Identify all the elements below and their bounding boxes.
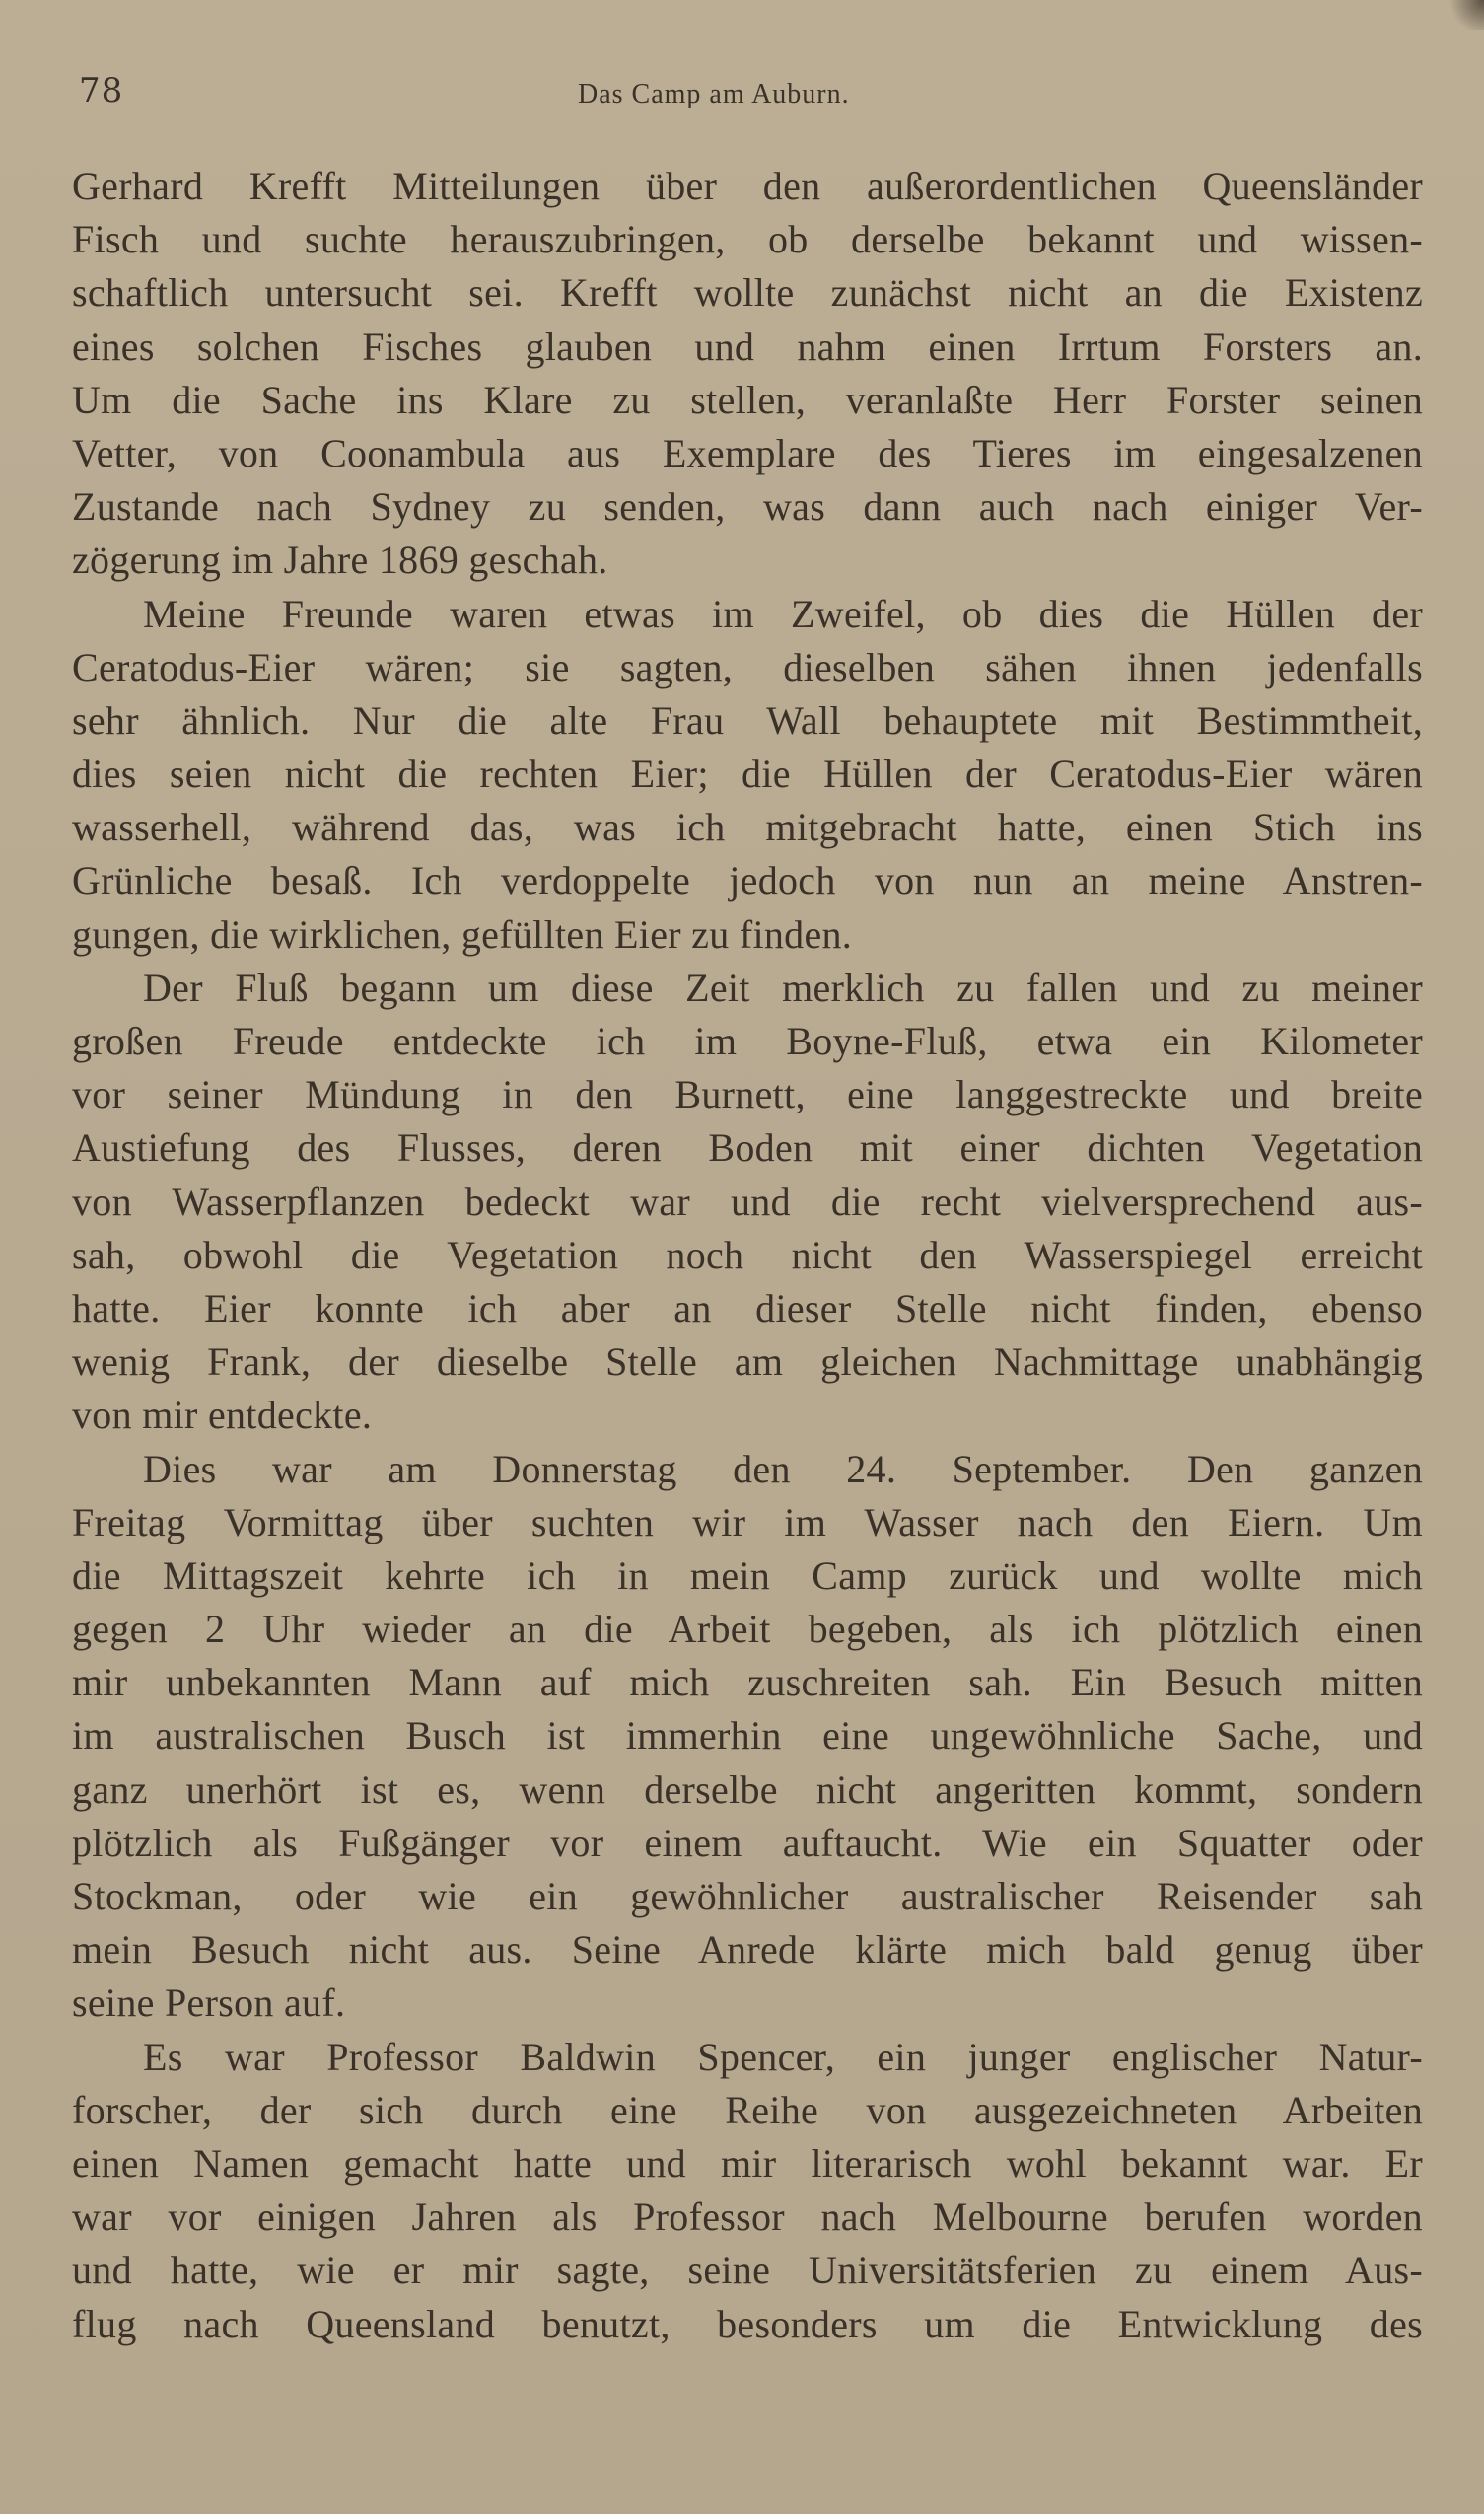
text-line: einen Namen gemacht hatte und mir literarisch wohl bekannt war. Er — [72, 2140, 1423, 2186]
text-line: plötzlich als Fußgänger vor einem auftaucht. Wie ein Squatter oder — [72, 1820, 1423, 1865]
text-line: sah, obwohl die Vegetation noch nicht den Wasserspiegel erreicht — [72, 1232, 1423, 1277]
page-number: 78 — [79, 71, 124, 110]
text-line: war vor einigen Jahren als Professor nach Melbourne berufen worden — [72, 2194, 1423, 2240]
text-line: mir unbekannten Mann auf mich zuschreiten sah. Ein Besuch mitten — [72, 1660, 1423, 1705]
text-line: sehr ähnlich. Nur die alte Frau Wall behauptete mit Bestimmtheit, — [72, 697, 1423, 743]
text-line: hatte. Eier konnte ich aber an dieser Stelle nicht finden, ebenso — [72, 1285, 1423, 1330]
text-line: Der Fluß begann um diese Zeit merklich zu fallen und zu meiner — [143, 965, 1423, 1010]
text-line: Vetter, von Coonambula aus Exemplare des Tieres im eingesalzenen — [72, 430, 1423, 475]
text-line: Dies war am Donnerstag den 24. September. Den ganzen — [143, 1446, 1423, 1491]
text-line: schaftlich untersucht sei. Krefft wollte zunächst nicht an die Existenz — [72, 270, 1423, 316]
text-line: von Wasserpflanzen bedeckt war und die recht vielversprechend aus- — [72, 1179, 1423, 1224]
text-line: großen Freude entdeckte ich im Boyne-Fluß, etwa ein Kilometer — [72, 1019, 1423, 1063]
text-line: Fisch und suchte herauszubringen, ob derselbe bekannt und wissen- — [72, 217, 1423, 262]
text-line: dies seien nicht die rechten Eier; die Hüllen der Ceratodus-Eier wären — [72, 752, 1423, 797]
text-line: zögerung im Jahre 1869 geschah. — [72, 538, 608, 583]
text-line: eines solchen Fisches glauben und nahm einen Irrtum Forsters an. — [72, 323, 1423, 369]
page-corner-shadow — [1445, 0, 1484, 30]
text-line: Zustande nach Sydney zu senden, was dann auch nach einiger Ver- — [72, 484, 1423, 530]
text-line: und hatte, wie er mir sagte, seine Universitätsferien zu einem Aus- — [72, 2248, 1423, 2293]
text-line: gegen 2 Uhr wieder an die Arbeit begeben, als ich plötzlich einen — [72, 1607, 1423, 1652]
text-line: mein Besuch nicht aus. Seine Anrede klärte mich bald genug über — [72, 1927, 1423, 1973]
text-line: Um die Sache ins Klare zu stellen, veranlaßte Herr Forster seinen — [72, 377, 1423, 422]
text-line: flug nach Queensland benutzt, besonders um die Entwicklung des — [72, 2301, 1423, 2346]
text-line: Stockman, oder wie ein gewöhnlicher australischer Reisender sah — [72, 1874, 1423, 1918]
text-line: Freitag Vormittag über suchten wir im Wasser nach den Eiern. Um — [72, 1499, 1423, 1544]
text-line: ganz unerhört ist es, wenn derselbe nicht angeritten kommt, sondern — [72, 1766, 1423, 1812]
text-line: wasserhell, während das, was ich mitgebracht hatte, einen Stich ins — [72, 805, 1423, 850]
text-line: Ceratodus-Eier wären; sie sagten, dieselben sähen ihnen jedenfalls — [72, 644, 1423, 689]
text-line: Gerhard Krefft Mitteilungen über den außerordentlichen Queensländer — [72, 164, 1423, 208]
text-line: von mir entdeckte. — [72, 1393, 373, 1438]
text-line: Meine Freunde waren etwas im Zweifel, ob dies die Hüllen der — [143, 591, 1423, 636]
running-title: Das Camp am Auburn. — [578, 79, 850, 109]
text-line: gungen, die wirklichen, gefüllten Eier zu finden. — [72, 911, 853, 957]
text-line: Austiefung des Flusses, deren Boden mit einer dichten Vegetation — [72, 1125, 1423, 1171]
text-line: im australischen Busch ist immerhin eine ungewöhnliche Sache, und — [72, 1713, 1423, 1759]
text-line: forscher, der sich durch eine Reihe von ausgezeichneten Arbeiten — [72, 2087, 1423, 2132]
page-header — [79, 71, 1430, 120]
text-line: Grünliche besaß. Ich verdoppelte jedoch von nun an meine Anstren- — [72, 858, 1423, 903]
text-line: wenig Frank, der dieselbe Stelle am gleichen Nachmittage unabhängig — [72, 1339, 1423, 1385]
text-line: seine Person auf. — [72, 1980, 346, 2026]
text-line: vor seiner Mündung in den Burnett, eine langgestreckte und breite — [72, 1072, 1423, 1117]
body-text — [72, 160, 1423, 2351]
text-line: die Mittagszeit kehrte ich in mein Camp zurück und wollte mich — [72, 1552, 1423, 1598]
text-line: Es war Professor Baldwin Spencer, ein junger englischer Natur- — [143, 2034, 1423, 2079]
